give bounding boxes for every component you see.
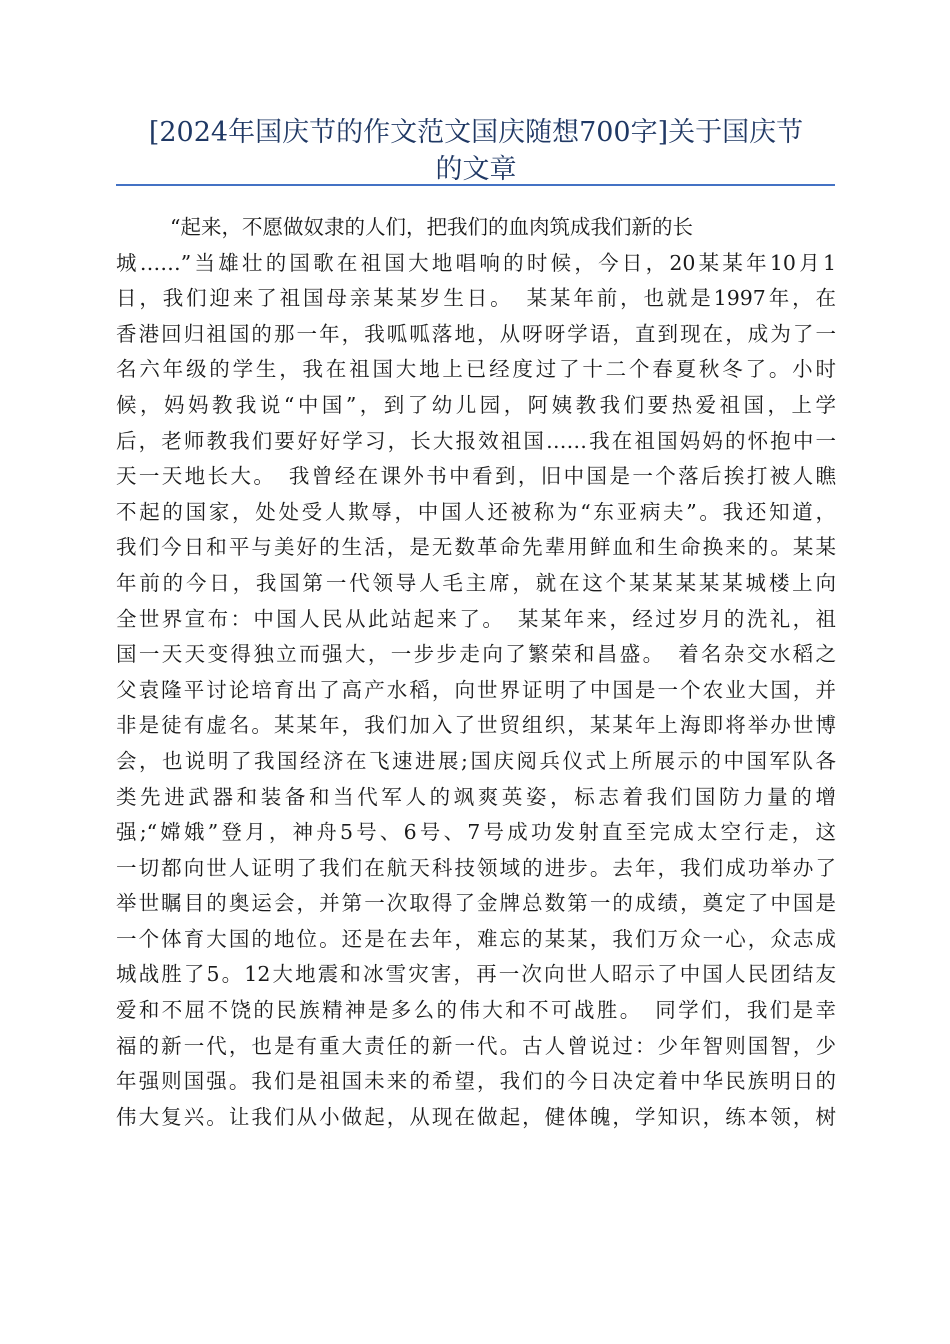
paragraph-line: 候，妈妈教我说“中国”，到了幼儿园，阿姨教我们要热爱祖国，上学 xyxy=(116,392,836,417)
paragraph-line: 城……”当雄壮的国歌在祖国大地唱响的时候，今日，20某某年10月1 xyxy=(116,250,836,275)
paragraph-line: 伟大复兴。让我们从小做起，从现在做起，健体魄，学知识，练本领，树 xyxy=(116,1104,836,1129)
paragraph-line: 会，也说明了我国经济在飞速进展;国庆阅兵仪式上所展示的中国军队各 xyxy=(116,748,836,773)
paragraph-line: 非是徒有虚名。某某年，我们加入了世贸组织，某某年上海即将举办世博 xyxy=(116,713,836,738)
document-title xyxy=(116,114,836,188)
paragraph-line: 香港回归祖国的那一年，我呱呱落地，从呀呀学语，直到现在，成为了一 xyxy=(116,321,836,346)
paragraph-line: 类先进武器和装备和当代军人的飒爽英姿，标志着我们国防力量的增 xyxy=(116,784,836,809)
paragraph-line: 后，老师教我们要好好学习，长大报效祖国……我在祖国妈妈的怀抱中一 xyxy=(116,428,836,453)
paragraph-line: “起来，不愿做奴隶的人们，把我们的血肉筑成我们新的长 xyxy=(170,215,693,239)
paragraph-line: 城战胜了5。12大地震和冰雪灾害，再一次向世人昭示了中国人民团结友 xyxy=(116,962,836,987)
paragraph-line: 年前的今日，我国第一代领导人毛主席，就在这个某某某某某城楼上向 xyxy=(116,570,836,595)
paragraph-line: 福的新一代，也是有重大责任的新一代。古人曾说过：少年智则国智，少 xyxy=(116,1033,836,1058)
title-underline xyxy=(116,184,835,186)
paragraph-line: 我们今日和平与美好的生活，是无数革命先辈用鲜血和生命换来的。某某 xyxy=(116,535,836,560)
paragraph-line: 举世瞩目的奥运会，并第一次取得了金牌总数第一的成绩，奠定了中国是 xyxy=(116,891,836,916)
paragraph-line: 天一天地长大。 我曾经在课外书中看到，旧中国是一个落后挨打被人瞧 xyxy=(116,464,836,489)
title-line-1: [2024年国庆节的作文范文国庆随想700字]关于国庆节 xyxy=(148,117,804,148)
paragraph-line: 强;“嫦娥”登月，神舟5号、6号、7号成功发射直至完成太空行走，这 xyxy=(116,820,836,845)
paragraph-line: 日，我们迎来了祖国母亲某某岁生日。 某某年前，也就是1997年，在 xyxy=(116,286,836,311)
paragraph-line: 国一天天变得独立而强大，一步步走向了繁荣和昌盛。 着名杂交水稻之 xyxy=(116,642,836,667)
paragraph-line: 父袁隆平讨论培育出了高产水稻，向世界证明了中国是一个农业大国，并 xyxy=(116,677,836,702)
title-line-2: 的文章 xyxy=(435,154,517,185)
paragraph-line: 一切都向世人证明了我们在航天科技领域的进步。去年，我们成功举办了 xyxy=(116,855,836,880)
paragraph-line: 年强则国强。我们是祖国未来的希望，我们的今日决定着中华民族明日的 xyxy=(116,1069,836,1094)
paragraph-line: 爱和不屈不饶的民族精神是多么的伟大和不可战胜。 同学们，我们是幸 xyxy=(116,998,836,1023)
paragraph-line: 名六年级的学生，我在祖国大地上已经度过了十二个春夏秋冬了。小时 xyxy=(116,357,836,382)
article-body xyxy=(116,210,836,1135)
paragraph-line: 不起的国家，处处受人欺辱，中国人还被称为“东亚病夫”。我还知道， xyxy=(116,499,836,524)
paragraph-line: 全世界宣布：中国人民从此站起来了。 某某年来，经过岁月的洗礼，祖 xyxy=(116,606,836,631)
paragraph-line: 一个体育大国的地位。还是在去年，难忘的某某，我们万众一心，众志成 xyxy=(116,926,836,951)
